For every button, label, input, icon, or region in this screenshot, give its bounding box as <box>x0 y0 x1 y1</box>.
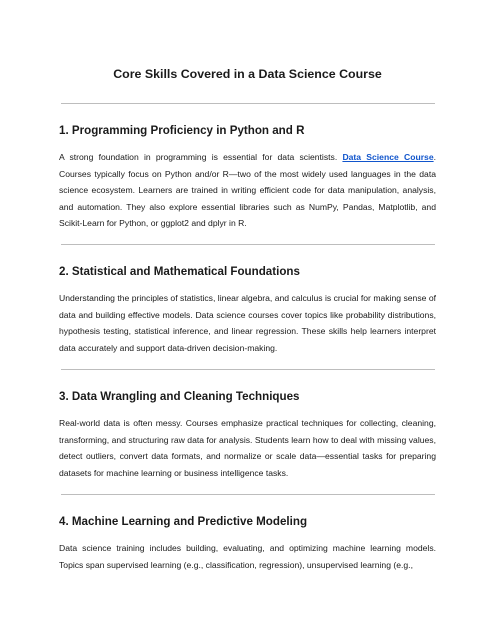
section-heading-data-wrangling: 3. Data Wrangling and Cleaning Techniques <box>59 390 300 403</box>
section-body-statistics: Understanding the principles of statistics, linear algebra, and calculus is crucial for making sense of data and building effective models. Data science courses cover topics like probability distributions, hypothesis testing, statistical inference, and linear regression. These skills help learners interpret data accurately and support data-driven decision-making. <box>59 293 436 353</box>
body-text: . Courses typically focus on Python and/or R—two of the most widely used languages in the data science ecosystem. Learners are trained in writing efficient code for data manipulation, analysis, and automation. They also explore essential libraries such as NumPy, Pandas, Matplotlib, and Scikit-Learn for Python, or ggplot2 and dplyr in R. <box>59 152 436 229</box>
section-body-machine-learning: Data science training includes building, evaluating, and optimizing machine learning models. Topics span supervised learning (e.g., classification, regression), unsupervised learning (e.g., <box>59 543 436 570</box>
section-divider <box>61 244 435 245</box>
section-heading-statistics: 2. Statistical and Mathematical Foundations <box>59 265 300 278</box>
section-heading-machine-learning: 4. Machine Learning and Predictive Modeling <box>59 515 308 528</box>
section-heading-programming: 1. Programming Proficiency in Python and R <box>59 124 305 137</box>
data-science-course-link[interactable]: Data Science Course <box>342 152 434 162</box>
body-text: A strong foundation in programming is essential for data scientists. <box>59 152 343 162</box>
section-divider <box>61 369 435 370</box>
section-divider <box>61 103 435 104</box>
section-body-programming <box>59 149 436 232</box>
document-title: Core Skills Covered in a Data Science Course <box>113 67 382 81</box>
section-divider <box>61 494 435 495</box>
section-body-data-wrangling: Real-world data is often messy. Courses emphasize practical techniques for collecting, cleaning, transforming, and structuring raw data for analysis. Students learn how to deal with missing values, detect outliers, convert data formats, and normalize or scale data—essential tasks for preparing datasets for machine learning or business intelligence tasks. <box>59 418 436 478</box>
